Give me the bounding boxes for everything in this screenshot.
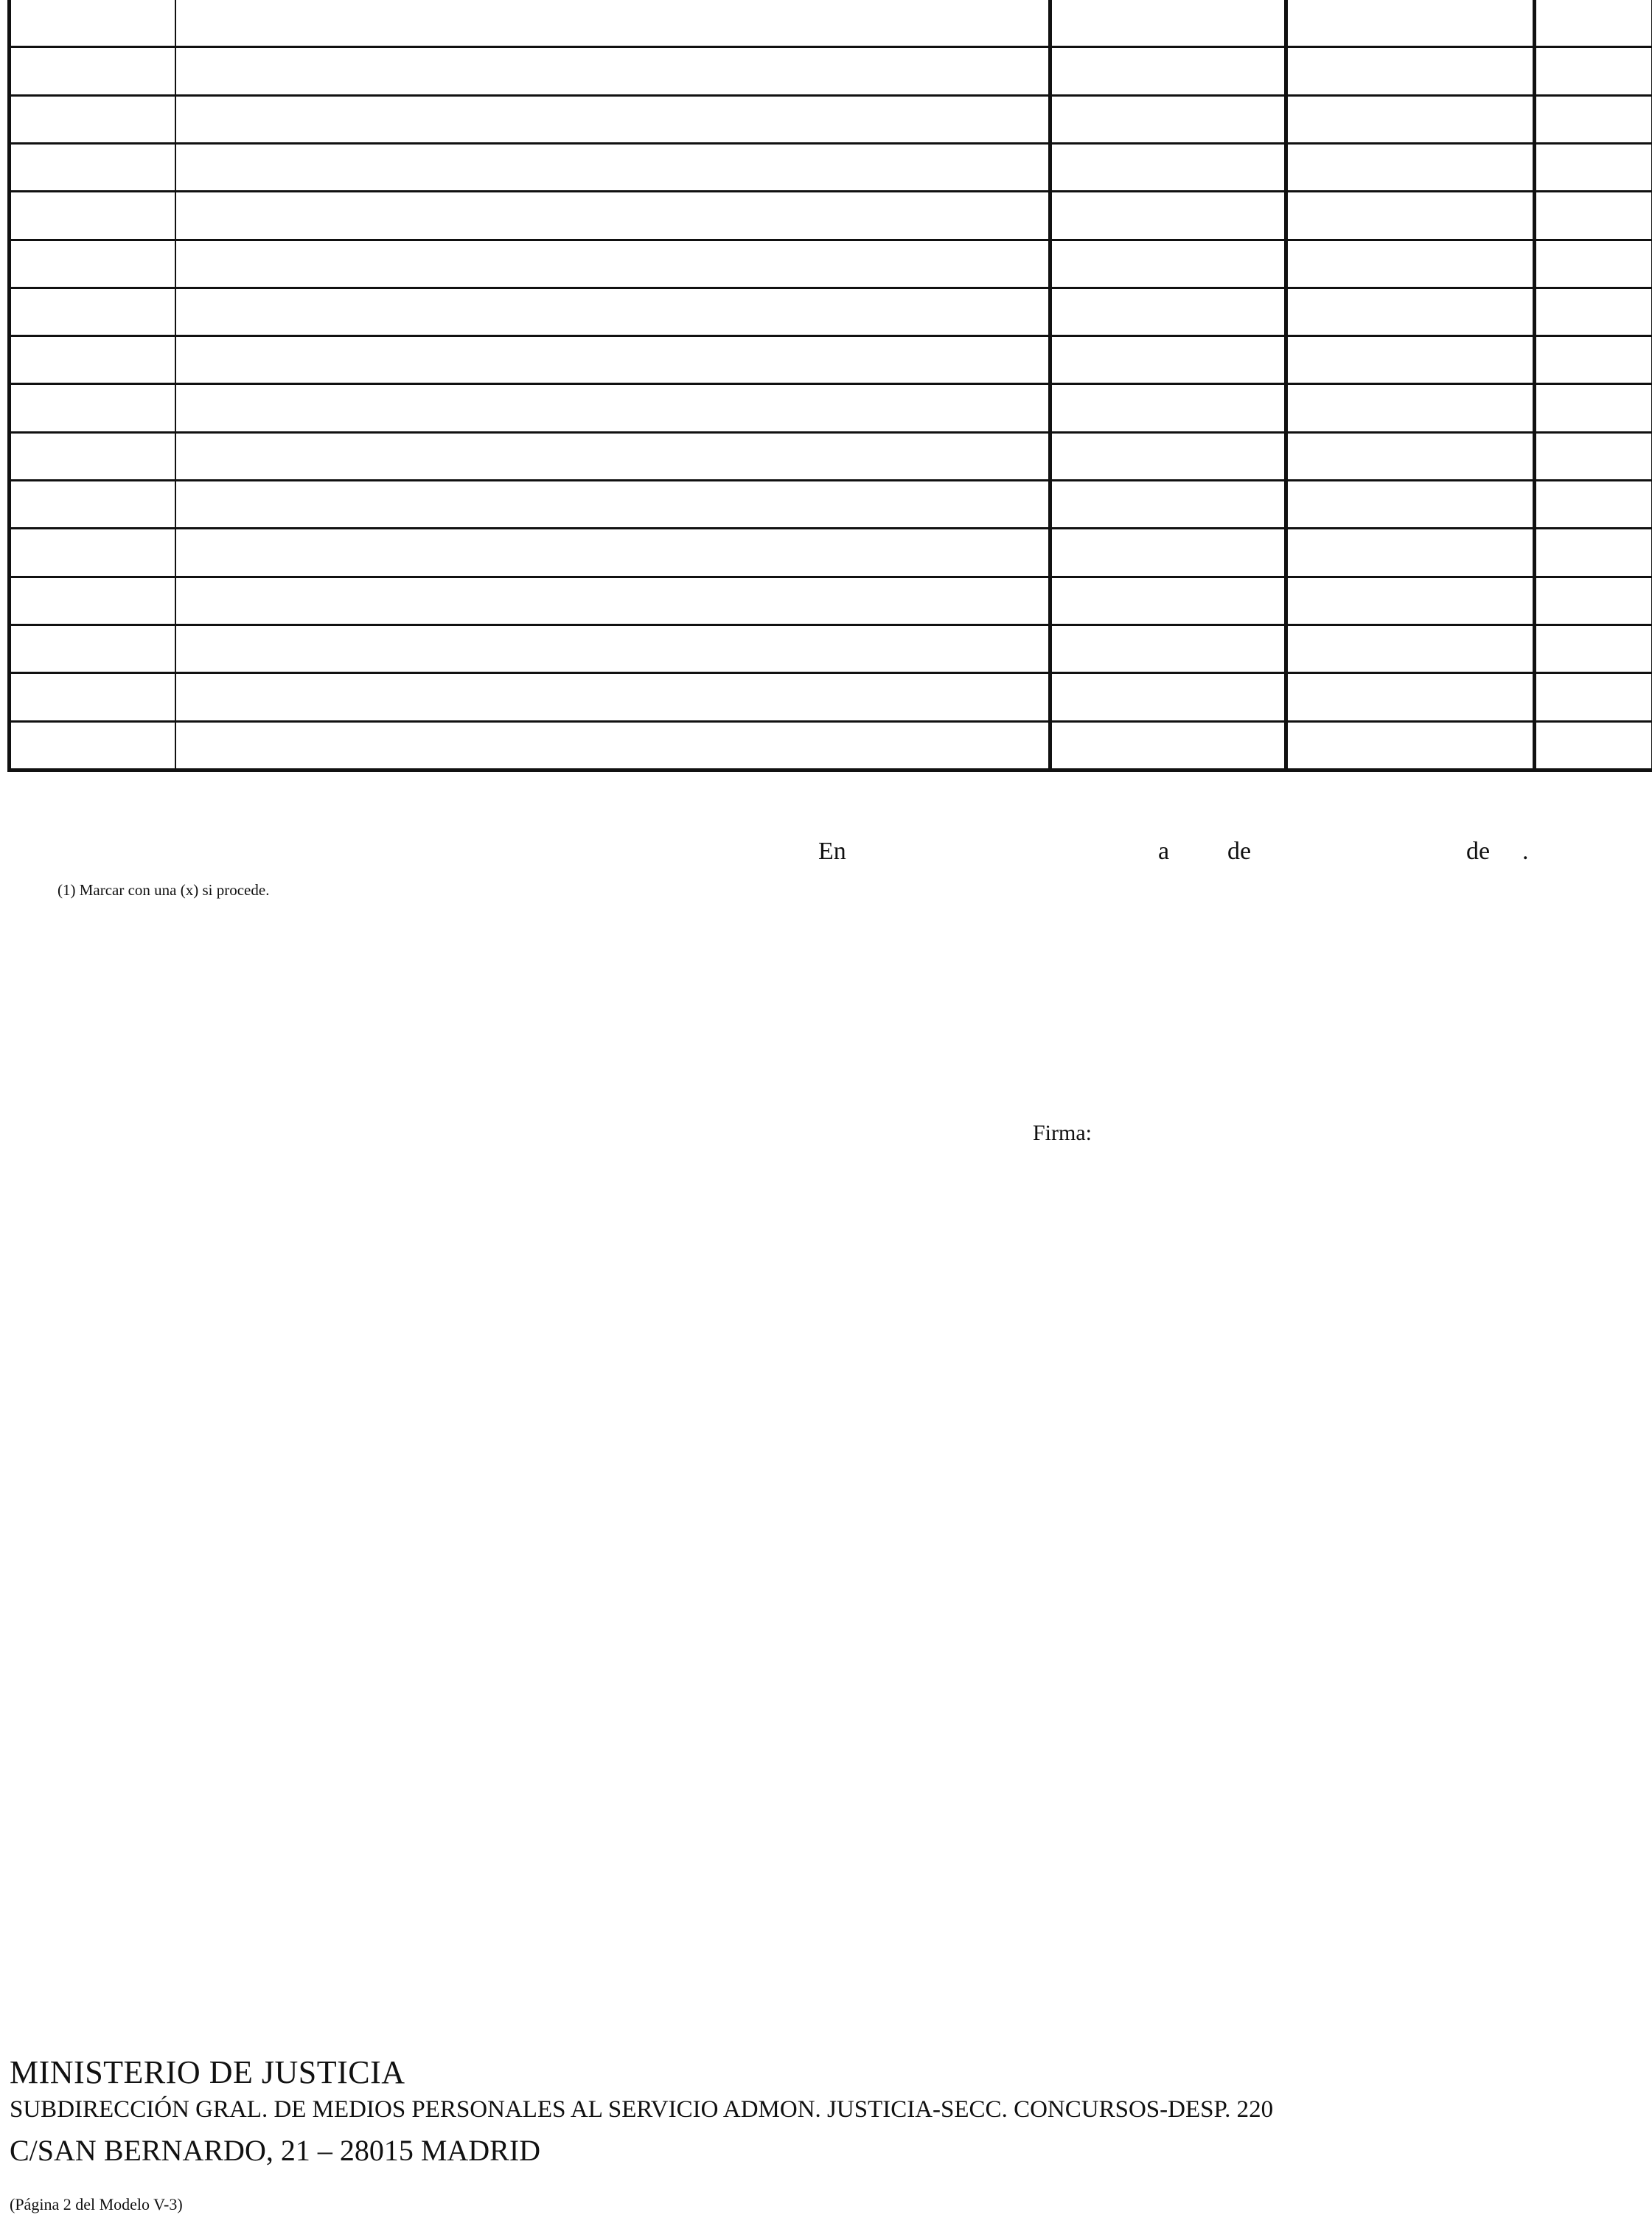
form-row [10,47,1652,95]
form-cell[interactable] [1535,384,1652,432]
form-cell[interactable] [175,336,1050,384]
form-cell[interactable] [10,192,175,240]
form-cell[interactable] [10,577,175,625]
form-cell[interactable] [1286,95,1535,143]
form-cell[interactable] [1535,625,1652,673]
form-cell[interactable] [1535,288,1652,335]
form-row [10,336,1652,384]
form-row [10,673,1652,721]
form-cell[interactable] [10,529,175,577]
form-cell[interactable] [1535,481,1652,529]
form-row [10,288,1652,335]
form-row [10,0,1652,47]
form-cell[interactable] [10,0,175,47]
form-cell[interactable] [10,336,175,384]
form-cell[interactable] [1286,721,1535,770]
place-en-label: En [818,838,846,865]
form-cell[interactable] [175,143,1050,191]
ministry-name: MINISTERIO DE JUSTICIA [10,2054,405,2090]
form-cell[interactable] [1050,721,1286,770]
place-de-label-2: de [1466,838,1491,865]
form-cell[interactable] [1050,673,1286,721]
form-cell[interactable] [1050,577,1286,625]
form-row [10,481,1652,529]
form-cell[interactable] [1050,0,1286,47]
form-row [10,577,1652,625]
form-row [10,95,1652,143]
form-cell[interactable] [1535,47,1652,95]
form-cell[interactable] [1050,143,1286,191]
form-cell[interactable] [1286,577,1535,625]
form-cell[interactable] [1286,432,1535,480]
place-a-label: a [1158,838,1170,865]
subdireccion-line: SUBDIRECCIÓN GRAL. DE MEDIOS PERSONALES AL SERVICIO ADMON. JUSTICIA-SECC. CONCURSOS-DESP. 220 [10,2096,1274,2123]
form-row [10,240,1652,288]
address-line: C/SAN BERNARDO, 21 – 28015 MADRID [10,2134,541,2167]
form-cell[interactable] [10,625,175,673]
form-cell[interactable] [175,95,1050,143]
form-cell[interactable] [175,432,1050,480]
form-cell[interactable] [1050,288,1286,335]
form-cell[interactable] [10,673,175,721]
form-cell[interactable] [1050,95,1286,143]
form-cell[interactable] [1535,673,1652,721]
form-cell[interactable] [175,47,1050,95]
place-period: . [1522,838,1529,865]
form-cell[interactable] [1050,47,1286,95]
form-cell[interactable] [175,288,1050,335]
form-cell[interactable] [1286,143,1535,191]
form-cell[interactable] [1535,721,1652,770]
form-cell[interactable] [175,0,1050,47]
form-cell[interactable] [175,673,1050,721]
form-row [10,384,1652,432]
form-cell[interactable] [1286,384,1535,432]
blank-form-table [7,0,1652,772]
form-cell[interactable] [175,529,1050,577]
page-reference: (Página 2 del Modelo V-3) [10,2195,183,2213]
form-cell[interactable] [1050,529,1286,577]
form-cell[interactable] [1286,47,1535,95]
form-cell[interactable] [1050,432,1286,480]
signature-label: Firma: [1033,1121,1092,1145]
form-row [10,721,1652,770]
form-cell[interactable] [1286,288,1535,335]
form-cell[interactable] [1050,625,1286,673]
form-cell[interactable] [175,625,1050,673]
form-table-body [10,0,1652,771]
form-cell[interactable] [10,432,175,480]
form-cell[interactable] [10,47,175,95]
form-cell[interactable] [1535,529,1652,577]
form-cell[interactable] [175,721,1050,770]
form-cell[interactable] [1286,0,1535,47]
form-row [10,432,1652,480]
form-cell[interactable] [1286,481,1535,529]
footnote: (1) Marcar con una (x) si procede. [57,881,270,899]
form-cell[interactable] [175,192,1050,240]
form-cell[interactable] [1286,336,1535,384]
form-cell[interactable] [10,384,175,432]
form-cell[interactable] [175,577,1050,625]
form-cell[interactable] [1286,625,1535,673]
form-cell[interactable] [1535,240,1652,288]
form-row [10,143,1652,191]
form-cell[interactable] [1535,432,1652,480]
form-cell[interactable] [1050,336,1286,384]
form-cell[interactable] [1050,192,1286,240]
form-cell[interactable] [1535,192,1652,240]
place-de-label-1: de [1227,838,1252,865]
form-cell[interactable] [10,288,175,335]
form-cell[interactable] [10,240,175,288]
form-cell[interactable] [10,481,175,529]
form-cell[interactable] [175,384,1050,432]
form-cell[interactable] [1535,143,1652,191]
form-cell[interactable] [1286,192,1535,240]
form-cell[interactable] [175,481,1050,529]
form-cell[interactable] [1286,240,1535,288]
form-cell[interactable] [1050,240,1286,288]
form-cell[interactable] [1286,529,1535,577]
form-cell[interactable] [1535,95,1652,143]
form-row [10,192,1652,240]
form-cell[interactable] [10,721,175,770]
form-row [10,529,1652,577]
form-cell[interactable] [1050,384,1286,432]
form-cell[interactable] [10,143,175,191]
form-cell[interactable] [1286,673,1535,721]
form-cell[interactable] [1535,577,1652,625]
form-cell[interactable] [1535,336,1652,384]
form-cell[interactable] [10,95,175,143]
form-cell[interactable] [1535,0,1652,47]
form-row [10,625,1652,673]
form-cell[interactable] [175,240,1050,288]
form-cell[interactable] [1050,481,1286,529]
